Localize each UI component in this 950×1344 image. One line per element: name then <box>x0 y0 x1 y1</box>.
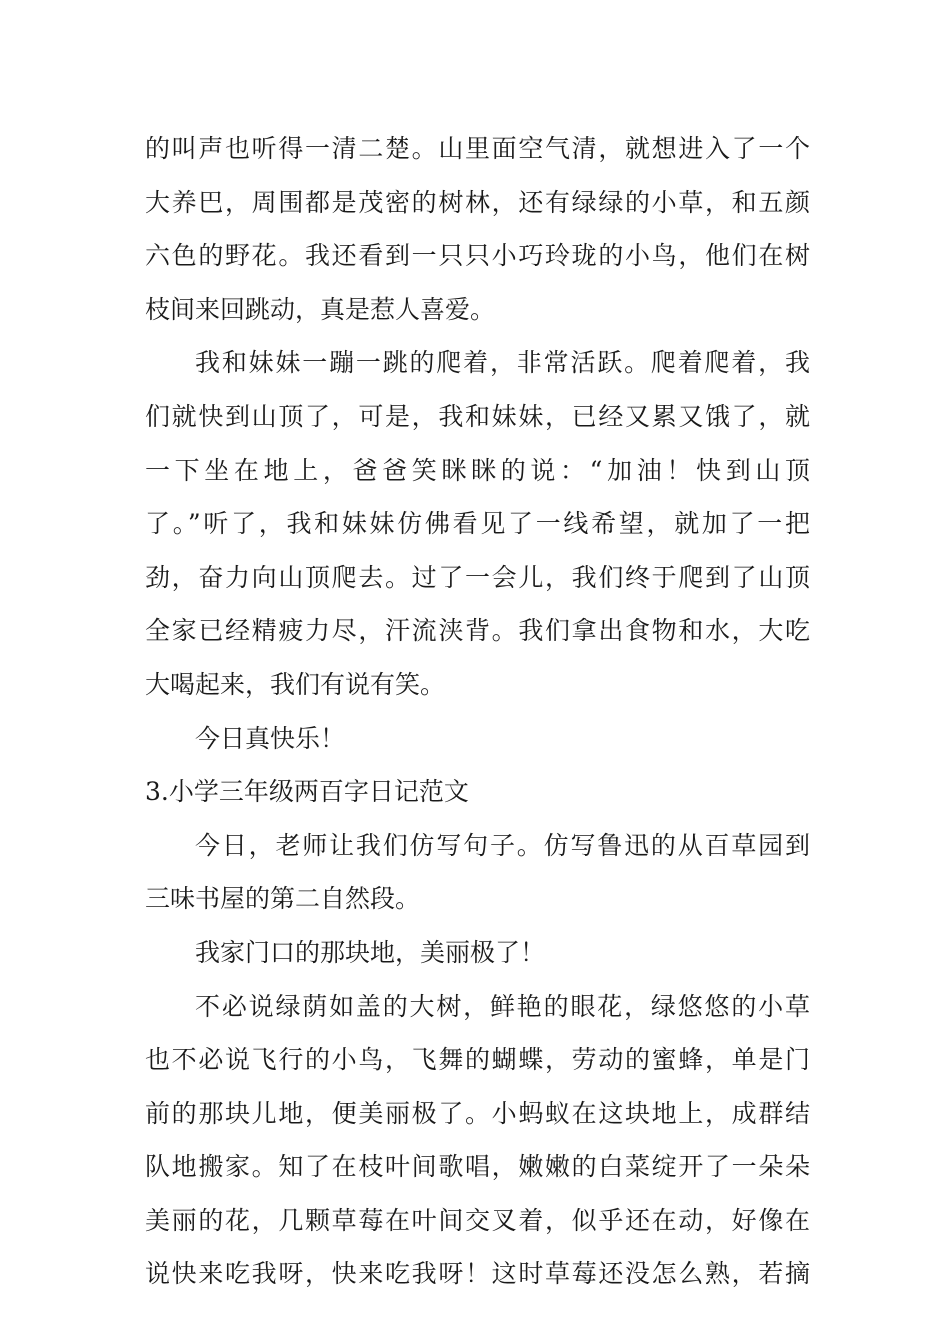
paragraph-line: 美丽的花，几颗草莓在叶间交叉着，似乎还在动，好像在 <box>145 1205 810 1235</box>
paragraph-line: 的叫声也听得一清二楚。山里面空气清，就想进入了一个 <box>145 134 810 163</box>
paragraph-line: 不必说绿荫如盖的大树，鲜艳的眼花，绿悠悠的小草 <box>195 991 810 1021</box>
paragraph-line: 三味书屋的第二自然段。 <box>145 884 421 914</box>
paragraph-line: 枝间来回跳动，真是惹人喜爱。 <box>145 294 496 324</box>
paragraph-line: 全家已经精疲力尽，汗流浃背。我们拿出食物和水，大吃 <box>145 616 810 646</box>
paragraph-line: 们就快到山顶了，可是，我和妹妹，已经又累又饿了，就 <box>145 401 810 431</box>
paragraph-line: 队地搬家。知了在枝叶间歌唱，嫩嫩的白菜绽开了一朵朵 <box>145 1152 810 1182</box>
paragraph-line: 今日真快乐！ <box>195 723 346 753</box>
paragraph-line: 也不必说飞行的小鸟，飞舞的蝴蝶，劳动的蜜蜂，单是门 <box>145 1045 810 1075</box>
paragraph-line: 一下坐在地上，爸爸笑眯眯的说：“加油！快到山顶 <box>145 455 810 485</box>
paragraph-line: 大喝起来，我们有说有笑。 <box>145 669 446 699</box>
paragraph-line: 大养巴，周围都是茂密的树林，还有绿绿的小草，和五颜 <box>145 187 810 217</box>
section-heading: 3.小学三年级两百字日记范文 <box>145 777 469 807</box>
document-body <box>145 122 810 1301</box>
paragraph-line: 今日，老师让我们仿写句子。仿写鲁迅的从百草园到 <box>195 830 810 860</box>
paragraph-line: 我家门口的那块地，美丽极了！ <box>195 937 546 967</box>
paragraph-line: 了。”听了，我和妹妹仿佛看见了一线希望，就加了一把 <box>145 509 810 539</box>
paragraph-line: 六色的野花。我还看到一只只小巧玲珑的小鸟，他们在树 <box>145 241 810 271</box>
paragraph-line: 说快来吃我呀，快来吃我呀！这时草莓还没怎么熟，若摘 <box>145 1259 810 1289</box>
paragraph-line: 我和妹妹一蹦一跳的爬着，非常活跃。爬着爬着，我 <box>195 348 810 378</box>
paragraph-line: 前的那块儿地，便美丽极了。小蚂蚁在这块地上，成群结 <box>145 1098 810 1128</box>
paragraph-line: 劲，奋力向山顶爬去。过了一会儿，我们终于爬到了山顶 <box>145 562 810 592</box>
